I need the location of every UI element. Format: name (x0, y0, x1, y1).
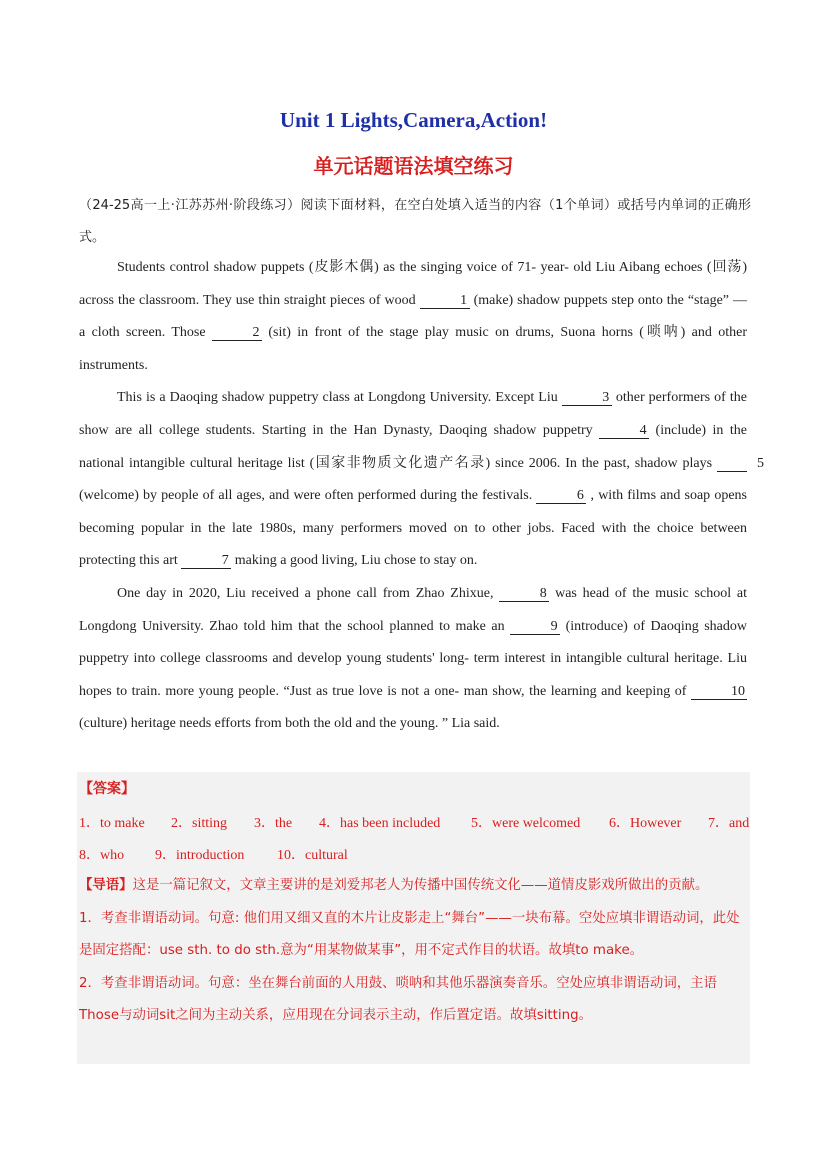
answer-item: 9．introduction (155, 848, 245, 863)
text-span: was head of the music school at Longdong University. Zhao told him that the school planned to make an (79, 585, 748, 634)
text-span: This is a Daoqing shadow puppetry class at Longdong University. Except Liu (117, 390, 562, 406)
text-span: (include) in the national intangible cultural heritage list (国家非物质文化遗产名录) since 2006. In the past, shadow plays (79, 422, 747, 471)
blank-5[interactable]: 5 (717, 456, 747, 472)
unit-title: Unit 1 Lights,Camera,Action! (279, 108, 548, 132)
text-span: (culture) heritage needs efforts from both the old and the young. ” Lia said. (79, 716, 500, 732)
guide-text: 这是一篇记叙文，文章主要讲的是刘爱邦老人为传播中国传统文化——道情皮影戏所做出的贡献。 (132, 878, 709, 893)
section-title: 单元话题语法填空练习 (313, 154, 514, 178)
guide-section (79, 870, 747, 1033)
text-span: Students control shadow puppets (皮影木偶) as the singing voice of 71- year- old Liu Aibang echoes (回荡) across the classroom. They use thin straight pieces of wood (79, 260, 747, 308)
explanation-2: 2．考查非谓语动词。句意：坐在舞台前面的人用鼓、唢呐和其他乐器演奏音乐。空处应填非谓语动词，主语Those与动词sit之间为主动关系，应用现在分词表示主动，作后置定语。故填sitting。 (79, 975, 717, 1023)
answer-item: 5．were welcomed (471, 816, 581, 831)
blank-2[interactable]: 2 (212, 325, 262, 341)
blank-10[interactable]: 10 (691, 684, 747, 700)
answer-item: 3．the (254, 816, 293, 831)
blank-3[interactable]: 3 (562, 390, 612, 406)
explanation-1: 1．考查非谓语动词。句意: 他们用又细又直的木片让皮影走上“舞台”——一块布幕。空处应填非谓语动词，此处是固定搭配：use sth. to do sth.意为“用某物做某事”，用不定式作目的状语。故填to make。 (79, 910, 740, 958)
paragraph-2 (79, 382, 764, 578)
passage (79, 252, 764, 741)
blank-4[interactable]: 4 (599, 423, 649, 439)
answer-heading: 【答案】 (79, 781, 135, 797)
answer-item: 8．who (79, 848, 125, 863)
blank-7[interactable]: 7 (181, 553, 231, 569)
text-span: (sit) in front of the stage play music on drums, Suona horns (唢呐) and other instruments. (79, 325, 747, 373)
answer-item: 10．cultural (277, 848, 348, 863)
text-span: other performers of the show are all college students. Starting in the Han Dynasty, Daoqing shadow puppetry (79, 390, 747, 438)
answer-item: 1．to make (79, 816, 145, 831)
text-span: , with films and soap opens becoming popular in the late 1980s, many performers moved on to other jobs. Faced with the choice between protecting this art (79, 488, 747, 569)
answer-item: 6．However (609, 816, 682, 831)
text-span: One day in 2020, Liu received a phone call from Zhao Zhixue, (117, 585, 500, 601)
text-span: making a good living, Liu chose to stay on. (231, 553, 478, 569)
blank-8[interactable]: 8 (499, 586, 549, 602)
text-span: (welcome) by people of all ages, and were often performed during the festivals. (79, 488, 537, 504)
paragraph-1 (79, 252, 747, 382)
blank-9[interactable]: 9 (510, 619, 560, 635)
text-span: (make) shadow puppets step onto the “stage” — a cloth screen. Those (79, 292, 747, 341)
blank-6[interactable]: 6 (536, 488, 586, 504)
blank-1[interactable]: 1 (420, 293, 470, 309)
answer-section (77, 772, 750, 1064)
text-span: (introduce) of Daoqing shadow puppetry into college classrooms and develop young students' long- term interest in intangible cultural heritage. Liu hopes to train. more young people. “Just as true love is not a one- man show, the learning and keeping of (79, 618, 747, 699)
guide-heading: 【导语】 (79, 878, 133, 893)
answer-item: 4．has been included (319, 816, 441, 831)
answer-item: 2．sitting (171, 816, 228, 831)
answer-item: 7．and (708, 816, 750, 831)
paragraph-3 (79, 578, 747, 741)
instructions: （24-25高一上·江苏苏州·阶段练习）阅读下面材料，在空白处填入适当的内容（1个单词）或括号内单词的正确形式。 (79, 198, 751, 245)
guide-intro (79, 870, 747, 903)
